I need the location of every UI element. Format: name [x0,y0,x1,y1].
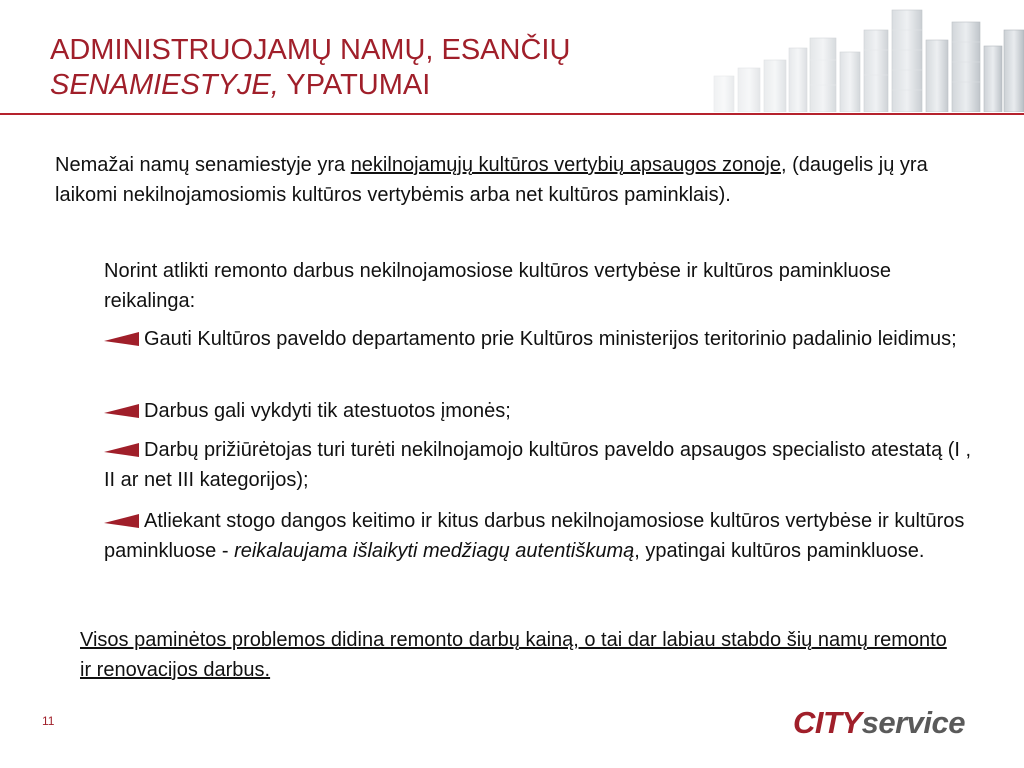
bullet-item-2 [104,397,984,427]
slide-title [50,33,570,103]
title-line-2-rest: YPATUMAI [278,69,431,101]
bullet-text-part-1: Atliekant stogo dangos keitimo ir kitus darbus nekilnojamosiose kultūros vertybėse ir kultūros paminkluose - [104,510,965,562]
conclusion-paragraph: Visos paminėtos problemos didina remonto darbų kainą, o tai dar labiau stabdo šių namų remonto ir renovacijos darbus. [80,629,947,681]
cityservice-logo [793,703,965,743]
bullet-text-part-2: , ypatingai kultūros paminkluose. [634,539,925,562]
red-wedge-bullet-icon [104,404,140,418]
red-wedge-bullet-icon [104,514,140,528]
bullet-text: Gauti Kultūros paveldo departamento prie Kultūros ministerijos teritorinio padalinio leidimus; [144,328,957,350]
title-line-1: ADMINISTRUOJAMŲ NAMŲ, ESANČIŲ [50,34,571,66]
logo-text-service: service [861,705,966,740]
bullet-item-3 [104,436,984,495]
bullet-item-1 [104,325,984,355]
city-skyline-image [594,0,1024,112]
page-number: 11 [42,714,55,728]
intro-text-2: , (daugelis jų yra laikomi nekilnojamosiomis kultūros vertybėmis arba net kultūros paminklais). [55,154,928,206]
intro-underlined-text: nekilnojamųjų kultūros vertybių apsaugos zonoje [350,154,781,176]
bullet-text: Darbus gali vykdyti tik atestuotos įmonės; [144,400,511,422]
logo-text-city: CITY [793,705,862,740]
bullet-text-italic: reikalaujama išlaikyti medžiagų autentiškumą [234,539,635,562]
red-wedge-bullet-icon [104,332,140,346]
intro-paragraph [55,151,985,210]
bullet-item-4 [104,507,984,566]
title-divider [0,113,1024,115]
intro-text-1: Nemažai namų senamiestyje yra [55,154,351,176]
title-line-2-italic: SENAMIESTYJE, [50,69,279,101]
requirements-lead: Norint atlikti remonto darbus nekilnojamosiose kultūros vertybėse ir kultūros paminkluose reikalinga: [104,260,892,312]
bullet-text: Darbų prižiūrėtojas turi turėti nekilnojamojo kultūros paveldo apsaugos specialisto atestatą (I , II ar net III kategorijos); [104,439,972,491]
red-wedge-bullet-icon [104,443,140,457]
